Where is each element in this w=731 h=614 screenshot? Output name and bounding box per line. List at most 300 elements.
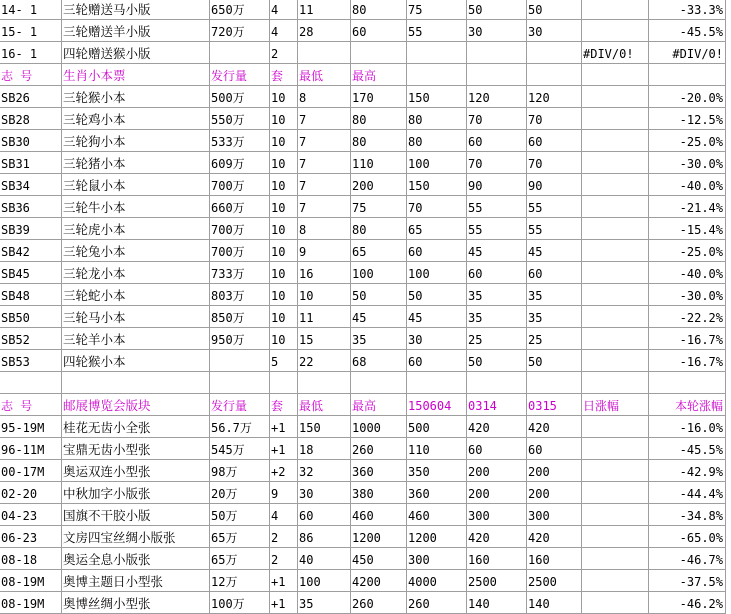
cell-set[interactable]: 4 <box>270 504 298 526</box>
cell-code[interactable]: 志 号 <box>0 394 62 416</box>
cell-round-change[interactable] <box>649 64 726 86</box>
cell-price-c[interactable]: 30 <box>527 20 582 42</box>
cell-set[interactable]: 10 <box>270 284 298 306</box>
cell-high[interactable]: 360 <box>351 460 407 482</box>
cell-code[interactable]: SB52 <box>0 328 62 350</box>
cell-daily-change[interactable] <box>582 218 649 240</box>
cell-set[interactable]: 4 <box>270 20 298 42</box>
cell-issue[interactable]: 720万 <box>210 20 270 42</box>
cell-high[interactable]: 75 <box>351 196 407 218</box>
cell-price-b[interactable]: 50 <box>467 350 527 372</box>
cell-price-a[interactable]: 4000 <box>407 570 467 592</box>
cell-price-a[interactable]: 45 <box>407 306 467 328</box>
cell-price-a[interactable]: 55 <box>407 20 467 42</box>
cell-price-b[interactable]: 160 <box>467 548 527 570</box>
cell-name[interactable]: 三轮兔小本 <box>62 240 210 262</box>
cell-price-b[interactable]: 50 <box>467 0 527 20</box>
cell-code[interactable]: SB50 <box>0 306 62 328</box>
cell-code[interactable]: SB26 <box>0 86 62 108</box>
cell-round-change[interactable]: -40.0% <box>649 262 726 284</box>
cell-name[interactable]: 三轮鼠小本 <box>62 174 210 196</box>
cell-price-b[interactable]: 420 <box>467 526 527 548</box>
cell-high[interactable]: 最高 <box>351 64 407 86</box>
cell-set[interactable]: 5 <box>270 350 298 372</box>
cell-set[interactable]: 10 <box>270 196 298 218</box>
cell-high[interactable]: 200 <box>351 174 407 196</box>
cell-issue[interactable]: 50万 <box>210 504 270 526</box>
cell-low[interactable]: 7 <box>298 108 351 130</box>
cell-daily-change[interactable] <box>582 504 649 526</box>
cell-low[interactable]: 11 <box>298 0 351 20</box>
cell-set[interactable]: 10 <box>270 130 298 152</box>
cell-issue[interactable]: 98万 <box>210 460 270 482</box>
cell-low[interactable]: 10 <box>298 284 351 306</box>
cell-price-a[interactable]: 80 <box>407 108 467 130</box>
cell-price-c[interactable]: 55 <box>527 196 582 218</box>
cell-set[interactable]: 10 <box>270 218 298 240</box>
cell-issue[interactable] <box>210 42 270 64</box>
cell-round-change[interactable]: -45.5% <box>649 438 726 460</box>
cell-price-c[interactable]: 2500 <box>527 570 582 592</box>
cell-price-b[interactable]: 60 <box>467 438 527 460</box>
cell-code[interactable]: 08-19M <box>0 592 62 614</box>
cell-set[interactable]: +1 <box>270 592 298 614</box>
cell-price-b[interactable]: 25 <box>467 328 527 350</box>
cell-round-change[interactable]: -20.0% <box>649 86 726 108</box>
cell-set[interactable]: 10 <box>270 108 298 130</box>
cell-daily-change[interactable] <box>582 482 649 504</box>
cell-name[interactable]: 奥运全息小版张 <box>62 548 210 570</box>
cell-low[interactable]: 16 <box>298 262 351 284</box>
cell-price-b[interactable]: 200 <box>467 482 527 504</box>
cell-low[interactable]: 28 <box>298 20 351 42</box>
cell-low[interactable]: 8 <box>298 86 351 108</box>
cell-daily-change[interactable] <box>582 174 649 196</box>
cell-low[interactable]: 7 <box>298 174 351 196</box>
cell-code[interactable]: 00-17M <box>0 460 62 482</box>
cell-round-change[interactable]: -42.9% <box>649 460 726 482</box>
cell-issue[interactable]: 545万 <box>210 438 270 460</box>
cell-daily-change[interactable] <box>582 196 649 218</box>
cell-round-change[interactable]: -12.5% <box>649 108 726 130</box>
cell-price-b[interactable]: 300 <box>467 504 527 526</box>
cell-round-change[interactable]: 本轮涨幅 <box>649 394 726 416</box>
cell-daily-change[interactable] <box>582 152 649 174</box>
cell-set[interactable]: 套 <box>270 64 298 86</box>
cell-round-change[interactable]: -65.0% <box>649 526 726 548</box>
cell-daily-change[interactable] <box>582 130 649 152</box>
cell-name[interactable]: 三轮狗小本 <box>62 130 210 152</box>
cell-set[interactable]: 10 <box>270 152 298 174</box>
cell-high[interactable]: 65 <box>351 240 407 262</box>
cell-code[interactable]: SB45 <box>0 262 62 284</box>
cell-low[interactable]: 最低 <box>298 394 351 416</box>
cell-price-a[interactable]: 50 <box>407 284 467 306</box>
cell-set[interactable]: 9 <box>270 482 298 504</box>
cell-low[interactable]: 7 <box>298 130 351 152</box>
cell-issue[interactable]: 950万 <box>210 328 270 350</box>
cell-name[interactable]: 四轮赠送猴小版 <box>62 42 210 64</box>
cell-issue[interactable]: 660万 <box>210 196 270 218</box>
cell-code[interactable]: 02-20 <box>0 482 62 504</box>
cell-price-b[interactable]: 60 <box>467 262 527 284</box>
cell-price-b[interactable]: 120 <box>467 86 527 108</box>
cell-set[interactable]: 10 <box>270 240 298 262</box>
cell-code[interactable]: 08-18 <box>0 548 62 570</box>
cell-daily-change[interactable] <box>582 20 649 42</box>
cell-price-b[interactable]: 200 <box>467 460 527 482</box>
cell-price-a[interactable]: 1200 <box>407 526 467 548</box>
cell-price-c[interactable]: 120 <box>527 86 582 108</box>
cell-issue[interactable]: 550万 <box>210 108 270 130</box>
cell-price-c[interactable]: 200 <box>527 482 582 504</box>
cell-issue[interactable]: 100万 <box>210 592 270 614</box>
cell-name[interactable]: 宝鼎无齿小型张 <box>62 438 210 460</box>
cell-issue[interactable]: 700万 <box>210 174 270 196</box>
cell-price-a[interactable]: 500 <box>407 416 467 438</box>
cell-issue[interactable]: 700万 <box>210 240 270 262</box>
cell-round-change[interactable]: -30.0% <box>649 152 726 174</box>
cell-name[interactable]: 三轮牛小本 <box>62 196 210 218</box>
cell-price-c[interactable] <box>527 42 582 64</box>
cell-price-a[interactable]: 30 <box>407 328 467 350</box>
cell-daily-change[interactable] <box>582 262 649 284</box>
cell-low[interactable]: 15 <box>298 328 351 350</box>
cell-round-change[interactable]: -45.5% <box>649 20 726 42</box>
cell-name[interactable]: 桂花无齿小全张 <box>62 416 210 438</box>
cell-price-c[interactable]: 25 <box>527 328 582 350</box>
cell-daily-change[interactable] <box>582 438 649 460</box>
cell-code[interactable]: SB28 <box>0 108 62 130</box>
cell-price-c[interactable]: 160 <box>527 548 582 570</box>
cell-price-c[interactable]: 0315 <box>527 394 582 416</box>
cell-name[interactable]: 三轮龙小本 <box>62 262 210 284</box>
cell-issue[interactable]: 609万 <box>210 152 270 174</box>
cell-daily-change[interactable] <box>582 240 649 262</box>
cell-round-change[interactable] <box>649 372 726 394</box>
cell-daily-change[interactable] <box>582 328 649 350</box>
cell-set[interactable]: 2 <box>270 548 298 570</box>
cell-code[interactable]: SB30 <box>0 130 62 152</box>
cell-price-a[interactable]: 65 <box>407 218 467 240</box>
cell-price-c[interactable]: 60 <box>527 130 582 152</box>
cell-price-b[interactable]: 30 <box>467 20 527 42</box>
cell-price-c[interactable]: 70 <box>527 108 582 130</box>
cell-price-b[interactable] <box>467 64 527 86</box>
cell-set[interactable] <box>270 372 298 394</box>
cell-price-b[interactable]: 60 <box>467 130 527 152</box>
cell-daily-change[interactable] <box>582 416 649 438</box>
cell-price-c[interactable]: 420 <box>527 526 582 548</box>
cell-high[interactable]: 45 <box>351 306 407 328</box>
cell-round-change[interactable]: -16.7% <box>649 328 726 350</box>
cell-issue[interactable]: 650万 <box>210 0 270 20</box>
cell-high[interactable]: 1000 <box>351 416 407 438</box>
cell-round-change[interactable]: -37.5% <box>649 570 726 592</box>
cell-issue[interactable]: 12万 <box>210 570 270 592</box>
cell-high[interactable] <box>351 42 407 64</box>
cell-name[interactable]: 三轮鸡小本 <box>62 108 210 130</box>
cell-price-b[interactable]: 35 <box>467 284 527 306</box>
cell-price-c[interactable]: 50 <box>527 0 582 20</box>
cell-low[interactable]: 18 <box>298 438 351 460</box>
cell-name[interactable] <box>62 372 210 394</box>
cell-price-c[interactable]: 60 <box>527 262 582 284</box>
cell-name[interactable]: 三轮赠送羊小版 <box>62 20 210 42</box>
cell-code[interactable]: 14- 1 <box>0 0 62 20</box>
cell-price-a[interactable]: 300 <box>407 548 467 570</box>
cell-code[interactable]: 06-23 <box>0 526 62 548</box>
cell-round-change[interactable]: #DIV/0! <box>649 42 726 64</box>
cell-low[interactable] <box>298 372 351 394</box>
cell-set[interactable]: +1 <box>270 570 298 592</box>
cell-low[interactable]: 11 <box>298 306 351 328</box>
cell-price-b[interactable]: 420 <box>467 416 527 438</box>
cell-issue[interactable]: 733万 <box>210 262 270 284</box>
cell-issue[interactable]: 533万 <box>210 130 270 152</box>
cell-name[interactable]: 三轮猴小本 <box>62 86 210 108</box>
cell-issue[interactable] <box>210 372 270 394</box>
cell-issue[interactable]: 56.7万 <box>210 416 270 438</box>
cell-high[interactable]: 110 <box>351 152 407 174</box>
cell-name[interactable]: 三轮羊小本 <box>62 328 210 350</box>
cell-price-c[interactable]: 55 <box>527 218 582 240</box>
cell-low[interactable]: 40 <box>298 548 351 570</box>
cell-round-change[interactable]: -33.3% <box>649 0 726 20</box>
cell-code[interactable]: 08-19M <box>0 570 62 592</box>
cell-price-c[interactable]: 35 <box>527 284 582 306</box>
cell-code[interactable]: 04-23 <box>0 504 62 526</box>
cell-high[interactable]: 50 <box>351 284 407 306</box>
cell-price-a[interactable]: 75 <box>407 0 467 20</box>
cell-round-change[interactable]: -30.0% <box>649 284 726 306</box>
cell-name[interactable]: 生肖小本票 <box>62 64 210 86</box>
cell-round-change[interactable]: -16.7% <box>649 350 726 372</box>
cell-price-c[interactable]: 50 <box>527 350 582 372</box>
cell-high[interactable]: 1200 <box>351 526 407 548</box>
cell-price-c[interactable]: 420 <box>527 416 582 438</box>
cell-price-a[interactable]: 350 <box>407 460 467 482</box>
cell-price-b[interactable]: 35 <box>467 306 527 328</box>
cell-high[interactable]: 35 <box>351 328 407 350</box>
cell-daily-change[interactable] <box>582 548 649 570</box>
cell-price-b[interactable]: 70 <box>467 108 527 130</box>
cell-low[interactable] <box>298 42 351 64</box>
cell-issue[interactable]: 500万 <box>210 86 270 108</box>
cell-issue[interactable]: 发行量 <box>210 394 270 416</box>
cell-daily-change[interactable] <box>582 108 649 130</box>
cell-daily-change[interactable] <box>582 570 649 592</box>
cell-high[interactable]: 260 <box>351 592 407 614</box>
cell-round-change[interactable]: -16.0% <box>649 416 726 438</box>
cell-price-a[interactable] <box>407 42 467 64</box>
cell-code[interactable]: SB53 <box>0 350 62 372</box>
cell-price-c[interactable] <box>527 64 582 86</box>
cell-price-a[interactable]: 60 <box>407 350 467 372</box>
cell-price-b[interactable]: 55 <box>467 196 527 218</box>
cell-round-change[interactable]: -40.0% <box>649 174 726 196</box>
cell-low[interactable]: 8 <box>298 218 351 240</box>
cell-name[interactable]: 三轮马小本 <box>62 306 210 328</box>
cell-set[interactable]: +1 <box>270 438 298 460</box>
cell-low[interactable]: 22 <box>298 350 351 372</box>
cell-round-change[interactable]: -22.2% <box>649 306 726 328</box>
cell-code[interactable]: SB42 <box>0 240 62 262</box>
cell-name[interactable]: 奥运双连小型张 <box>62 460 210 482</box>
cell-low[interactable]: 100 <box>298 570 351 592</box>
cell-daily-change[interactable] <box>582 0 649 20</box>
cell-daily-change[interactable] <box>582 86 649 108</box>
cell-code[interactable]: SB36 <box>0 196 62 218</box>
cell-price-a[interactable]: 100 <box>407 262 467 284</box>
cell-daily-change[interactable]: #DIV/0! <box>582 42 649 64</box>
cell-name[interactable]: 三轮虎小本 <box>62 218 210 240</box>
cell-code[interactable]: SB31 <box>0 152 62 174</box>
cell-round-change[interactable]: -15.4% <box>649 218 726 240</box>
cell-low[interactable]: 30 <box>298 482 351 504</box>
cell-set[interactable]: +1 <box>270 416 298 438</box>
cell-price-a[interactable]: 260 <box>407 592 467 614</box>
cell-name[interactable]: 奥博主题日小型张 <box>62 570 210 592</box>
cell-high[interactable]: 100 <box>351 262 407 284</box>
cell-set[interactable]: 2 <box>270 526 298 548</box>
cell-set[interactable]: +2 <box>270 460 298 482</box>
cell-low[interactable]: 60 <box>298 504 351 526</box>
cell-price-c[interactable]: 35 <box>527 306 582 328</box>
cell-low[interactable]: 86 <box>298 526 351 548</box>
cell-set[interactable]: 10 <box>270 262 298 284</box>
cell-price-b[interactable]: 140 <box>467 592 527 614</box>
cell-price-c[interactable] <box>527 372 582 394</box>
cell-name[interactable]: 三轮赠送马小版 <box>62 0 210 20</box>
cell-code[interactable]: 志 号 <box>0 64 62 86</box>
cell-high[interactable]: 460 <box>351 504 407 526</box>
cell-low[interactable]: 35 <box>298 592 351 614</box>
cell-code[interactable]: SB39 <box>0 218 62 240</box>
cell-price-b[interactable]: 90 <box>467 174 527 196</box>
cell-name[interactable]: 三轮蛇小本 <box>62 284 210 306</box>
cell-name[interactable]: 四轮猴小本 <box>62 350 210 372</box>
cell-issue[interactable]: 65万 <box>210 526 270 548</box>
cell-code[interactable] <box>0 372 62 394</box>
cell-high[interactable]: 最高 <box>351 394 407 416</box>
cell-name[interactable]: 文房四宝丝绸小版张 <box>62 526 210 548</box>
cell-low[interactable]: 7 <box>298 152 351 174</box>
cell-set[interactable]: 10 <box>270 306 298 328</box>
cell-high[interactable] <box>351 372 407 394</box>
cell-high[interactable]: 60 <box>351 20 407 42</box>
cell-price-a[interactable]: 460 <box>407 504 467 526</box>
cell-high[interactable]: 68 <box>351 350 407 372</box>
cell-price-b[interactable]: 45 <box>467 240 527 262</box>
cell-code[interactable]: SB48 <box>0 284 62 306</box>
cell-issue[interactable]: 803万 <box>210 284 270 306</box>
cell-price-a[interactable]: 60 <box>407 240 467 262</box>
cell-daily-change[interactable] <box>582 306 649 328</box>
cell-high[interactable]: 4200 <box>351 570 407 592</box>
cell-price-b[interactable] <box>467 42 527 64</box>
cell-price-b[interactable]: 70 <box>467 152 527 174</box>
cell-round-change[interactable]: -44.4% <box>649 482 726 504</box>
cell-price-c[interactable]: 70 <box>527 152 582 174</box>
cell-high[interactable]: 80 <box>351 0 407 20</box>
cell-name[interactable]: 中秋加字小版张 <box>62 482 210 504</box>
cell-low[interactable]: 32 <box>298 460 351 482</box>
cell-low[interactable]: 7 <box>298 196 351 218</box>
cell-price-a[interactable] <box>407 64 467 86</box>
cell-daily-change[interactable] <box>582 64 649 86</box>
cell-price-a[interactable]: 80 <box>407 130 467 152</box>
cell-high[interactable]: 380 <box>351 482 407 504</box>
cell-issue[interactable]: 850万 <box>210 306 270 328</box>
cell-daily-change[interactable] <box>582 592 649 614</box>
cell-name[interactable]: 国旗不干胶小版 <box>62 504 210 526</box>
cell-price-a[interactable]: 150 <box>407 174 467 196</box>
cell-daily-change[interactable] <box>582 526 649 548</box>
cell-price-a[interactable]: 360 <box>407 482 467 504</box>
cell-price-b[interactable]: 2500 <box>467 570 527 592</box>
cell-daily-change[interactable] <box>582 372 649 394</box>
cell-issue[interactable]: 65万 <box>210 548 270 570</box>
cell-high[interactable]: 450 <box>351 548 407 570</box>
cell-high[interactable]: 80 <box>351 130 407 152</box>
cell-code[interactable]: SB34 <box>0 174 62 196</box>
cell-set[interactable]: 10 <box>270 174 298 196</box>
cell-code[interactable]: 15- 1 <box>0 20 62 42</box>
cell-price-c[interactable]: 45 <box>527 240 582 262</box>
cell-code[interactable]: 96-11M <box>0 438 62 460</box>
cell-high[interactable]: 170 <box>351 86 407 108</box>
cell-low[interactable]: 最低 <box>298 64 351 86</box>
cell-high[interactable]: 80 <box>351 218 407 240</box>
cell-name[interactable]: 三轮猪小本 <box>62 152 210 174</box>
cell-daily-change[interactable] <box>582 350 649 372</box>
cell-price-a[interactable]: 70 <box>407 196 467 218</box>
cell-daily-change[interactable]: 日涨幅 <box>582 394 649 416</box>
cell-name[interactable]: 邮展博览会版块 <box>62 394 210 416</box>
cell-code[interactable]: 95-19M <box>0 416 62 438</box>
cell-round-change[interactable]: -34.8% <box>649 504 726 526</box>
cell-set[interactable]: 10 <box>270 86 298 108</box>
cell-price-c[interactable]: 60 <box>527 438 582 460</box>
cell-issue[interactable]: 700万 <box>210 218 270 240</box>
cell-issue[interactable]: 20万 <box>210 482 270 504</box>
cell-price-c[interactable]: 140 <box>527 592 582 614</box>
cell-round-change[interactable]: -25.0% <box>649 240 726 262</box>
cell-price-a[interactable]: 110 <box>407 438 467 460</box>
cell-high[interactable]: 260 <box>351 438 407 460</box>
cell-set[interactable]: 2 <box>270 42 298 64</box>
cell-daily-change[interactable] <box>582 460 649 482</box>
cell-set[interactable]: 10 <box>270 328 298 350</box>
cell-round-change[interactable]: -46.7% <box>649 548 726 570</box>
cell-price-b[interactable]: 0314 <box>467 394 527 416</box>
cell-low[interactable]: 9 <box>298 240 351 262</box>
cell-price-c[interactable]: 90 <box>527 174 582 196</box>
cell-daily-change[interactable] <box>582 284 649 306</box>
cell-issue[interactable] <box>210 350 270 372</box>
cell-code[interactable]: 16- 1 <box>0 42 62 64</box>
cell-price-a[interactable]: 150604 <box>407 394 467 416</box>
cell-price-c[interactable]: 200 <box>527 460 582 482</box>
cell-price-b[interactable]: 55 <box>467 218 527 240</box>
cell-price-a[interactable] <box>407 372 467 394</box>
cell-round-change[interactable]: -25.0% <box>649 130 726 152</box>
cell-price-a[interactable]: 150 <box>407 86 467 108</box>
cell-high[interactable]: 80 <box>351 108 407 130</box>
cell-set[interactable]: 套 <box>270 394 298 416</box>
cell-issue[interactable]: 发行量 <box>210 64 270 86</box>
